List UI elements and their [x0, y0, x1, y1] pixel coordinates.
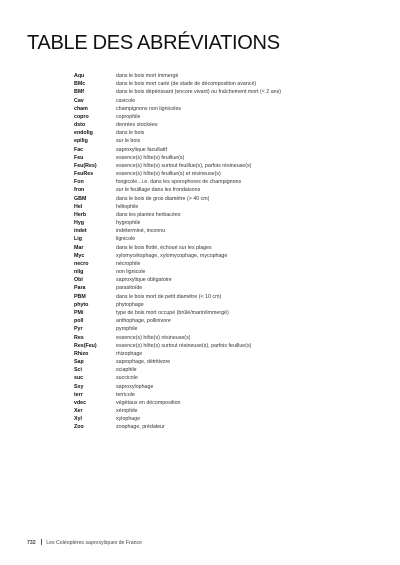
abbreviation-definition: xylomycétophage, xylomycophage, mycophage [116, 252, 228, 259]
abbreviation-row [74, 293, 374, 301]
abbreviation-definition: xérophile [116, 408, 138, 415]
abbreviation-definition: dans le bois de gros diamètre (> 40 cm) [116, 195, 210, 202]
abbreviation-definition: xylophage [116, 416, 141, 423]
abbreviation-term: epilig [74, 138, 88, 145]
abbreviation-definition: nécrophile [116, 260, 141, 267]
abbreviation-term: Pyr [74, 326, 83, 333]
page-footer [27, 539, 142, 546]
abbreviation-definition: sur le feuillage dans les frondaisons [116, 187, 201, 194]
abbreviation-term: vdec [74, 399, 87, 406]
abbreviation-row [74, 374, 374, 382]
abbreviation-term: GBM [74, 195, 87, 202]
abbreviation-term: fron [74, 187, 85, 194]
abbreviation-row [74, 162, 374, 170]
abbreviation-term: Zoo [74, 424, 84, 431]
abbreviation-term: Herb [74, 211, 87, 218]
page-title: TABLE DES ABRÉVIATIONS [27, 32, 280, 54]
abbreviation-term: poll [74, 318, 84, 325]
abbreviation-definition: dans le bois mort de petit diamètre (< 10 cm) [116, 293, 222, 300]
abbreviation-definition: phytophage [116, 301, 144, 308]
abbreviation-row [74, 301, 374, 309]
abbreviation-definition: végétaux en décomposition [116, 399, 181, 406]
abbreviation-term: PMi [74, 309, 84, 316]
abbreviation-definition: fongicole...i.e. dans les sporophores de champignons [116, 179, 242, 186]
abbreviation-row [74, 72, 374, 80]
abbreviation-definition: cavicole [116, 97, 136, 104]
abbreviation-row [74, 244, 374, 252]
abbreviation-row [74, 203, 374, 211]
abbreviation-term: dsto [74, 122, 86, 129]
abbreviation-row [74, 350, 374, 358]
abbreviation-term: Lig [74, 236, 82, 243]
abbreviation-term: Fac [74, 146, 84, 153]
abbreviation-definition: parasitoïde [116, 285, 143, 292]
footer-separator [41, 539, 42, 545]
abbreviation-row [74, 317, 374, 325]
abbreviation-row [74, 309, 374, 317]
abbreviation-row [74, 407, 374, 415]
abbreviation-term: PBM [74, 293, 86, 300]
abbreviation-row [74, 178, 374, 186]
abbreviation-term: Mar [74, 244, 84, 251]
abbreviation-definition: saprophage, détritivore [116, 359, 171, 366]
abbreviation-term: Res(Feu) [74, 342, 97, 349]
abbreviation-row [74, 366, 374, 374]
abbreviation-row [74, 137, 374, 145]
abbreviation-term: FeuRes [74, 171, 94, 178]
abbreviation-definition: anthophage, pollinivore [116, 318, 171, 325]
abbreviation-row [74, 325, 374, 333]
abbreviation-term: Res [74, 334, 84, 341]
abbreviation-term: necro [74, 260, 89, 267]
abbreviation-definition: denrées stockées [116, 122, 158, 129]
abbreviation-definition: champignons non lignicoles [116, 105, 182, 112]
abbreviation-row [74, 170, 374, 178]
abbreviation-row [74, 129, 374, 137]
abbreviation-definition: dans le bois mort carié (de stade de décomposition avancé) [116, 81, 257, 88]
abbreviation-row [74, 80, 374, 88]
abbreviation-term: phyto [74, 301, 89, 308]
abbreviation-row [74, 399, 374, 407]
abbreviation-row [74, 260, 374, 268]
abbreviation-row [74, 105, 374, 113]
abbreviation-term: Rhizo [74, 350, 89, 357]
abbreviation-row [74, 383, 374, 391]
abbreviation-definition: zoophage, prédateur [116, 424, 165, 431]
abbreviation-row [74, 227, 374, 235]
abbreviation-definition: indéterminé, inconnu [116, 228, 166, 235]
abbreviation-definition: sur le bois [116, 138, 141, 145]
abbreviation-term: endolig [74, 130, 93, 137]
abbreviation-row [74, 235, 374, 243]
abbreviation-definition: saproxylique obligatoire [116, 277, 172, 284]
abbreviation-row [74, 113, 374, 121]
page-number: 732 [27, 540, 36, 546]
abbreviation-row [74, 146, 374, 154]
abbreviation-term: Aqu [74, 73, 85, 79]
abbreviation-term: BMf [74, 89, 85, 96]
abbreviation-definition: pyrophile [116, 326, 138, 333]
abbreviation-term: Feu(Res) [74, 162, 97, 169]
abbreviation-list [74, 72, 374, 432]
abbreviation-definition: non lignicole [116, 269, 146, 276]
abbreviation-definition: rhizophage [116, 350, 143, 357]
abbreviation-term: terr [74, 391, 83, 398]
abbreviation-term: Myc [74, 252, 85, 259]
abbreviation-definition: dans le bois mort immergé [116, 73, 179, 79]
abbreviation-term: Sap [74, 359, 84, 366]
abbreviation-row [74, 268, 374, 276]
abbreviation-definition: saproxylophage [116, 383, 154, 390]
book-title: Les Coléoptères saproxyliques de France [46, 540, 142, 546]
abbreviation-term: BMc [74, 81, 86, 88]
abbreviation-definition: dans le bois [116, 130, 145, 137]
abbreviation-term: Fon [74, 179, 84, 186]
abbreviation-row [74, 342, 374, 350]
abbreviation-row [74, 276, 374, 284]
abbreviation-term: Feu [74, 154, 84, 161]
abbreviation-definition: saproxylique facultatif [116, 146, 167, 153]
abbreviation-definition: essence(s) hôte(s) surtout résineuse(s), parfois feuillue(s) [116, 342, 252, 349]
abbreviation-row [74, 423, 374, 431]
abbreviation-row [74, 211, 374, 219]
abbreviation-row [74, 284, 374, 292]
abbreviation-term: suc [74, 375, 84, 382]
abbreviation-term: cham [74, 105, 88, 112]
abbreviation-row [74, 334, 374, 342]
abbreviation-definition: sciaphile [116, 367, 137, 374]
abbreviation-definition: dans les plantes herbacées [116, 211, 181, 218]
abbreviation-term: Para [74, 285, 86, 292]
abbreviation-definition: type de bois mort occupé (brûlé/marin/immergé) [116, 309, 229, 316]
abbreviation-row [74, 391, 374, 399]
abbreviation-definition: lignicole [116, 236, 136, 243]
abbreviation-term: Sci [74, 367, 82, 374]
abbreviation-definition: succicole [116, 375, 138, 382]
abbreviation-term: Cav [74, 97, 84, 104]
abbreviation-definition: essence(s) hôte(s) feuillue(s) et résineuse(s) [116, 171, 221, 178]
abbreviation-term: nlig [74, 269, 84, 276]
abbreviation-term: indet [74, 228, 87, 235]
abbreviation-row [74, 358, 374, 366]
abbreviation-row [74, 195, 374, 203]
abbreviation-term: Obl [74, 277, 83, 284]
abbreviation-definition: essence(s) hôte(s) résineuse(s) [116, 334, 191, 341]
abbreviation-definition: terricole [116, 391, 135, 398]
abbreviation-definition: dans le bois flotté, échoué sur les plages [116, 244, 212, 251]
abbreviation-term: copro [74, 113, 89, 120]
abbreviation-row [74, 88, 374, 96]
abbreviation-row [74, 252, 374, 260]
abbreviation-term: Sxy [74, 383, 84, 390]
abbreviation-row [74, 97, 374, 105]
abbreviation-definition: essence(s) hôte(s) surtout feuillue(s), parfois résineuse(s) [116, 162, 252, 169]
abbreviation-definition: dans le bois dépérissant (encore vivant) ou fraîchement mort (< 2 ans) [116, 89, 282, 96]
abbreviation-definition: coprophile [116, 113, 141, 120]
abbreviation-row [74, 415, 374, 423]
abbreviation-definition: essence(s) hôte(s) feuillue(s) [116, 154, 185, 161]
abbreviation-term: Hyg [74, 220, 85, 227]
abbreviation-term: Xer [74, 408, 83, 415]
abbreviation-row [74, 186, 374, 194]
abbreviation-definition: héliophile [116, 203, 139, 210]
abbreviation-term: Xyl [74, 416, 82, 423]
abbreviation-term: Hel [74, 203, 83, 210]
abbreviation-definition: hygrophile [116, 220, 141, 227]
abbreviation-row [74, 219, 374, 227]
abbreviation-row [74, 121, 374, 129]
abbreviation-row [74, 154, 374, 162]
